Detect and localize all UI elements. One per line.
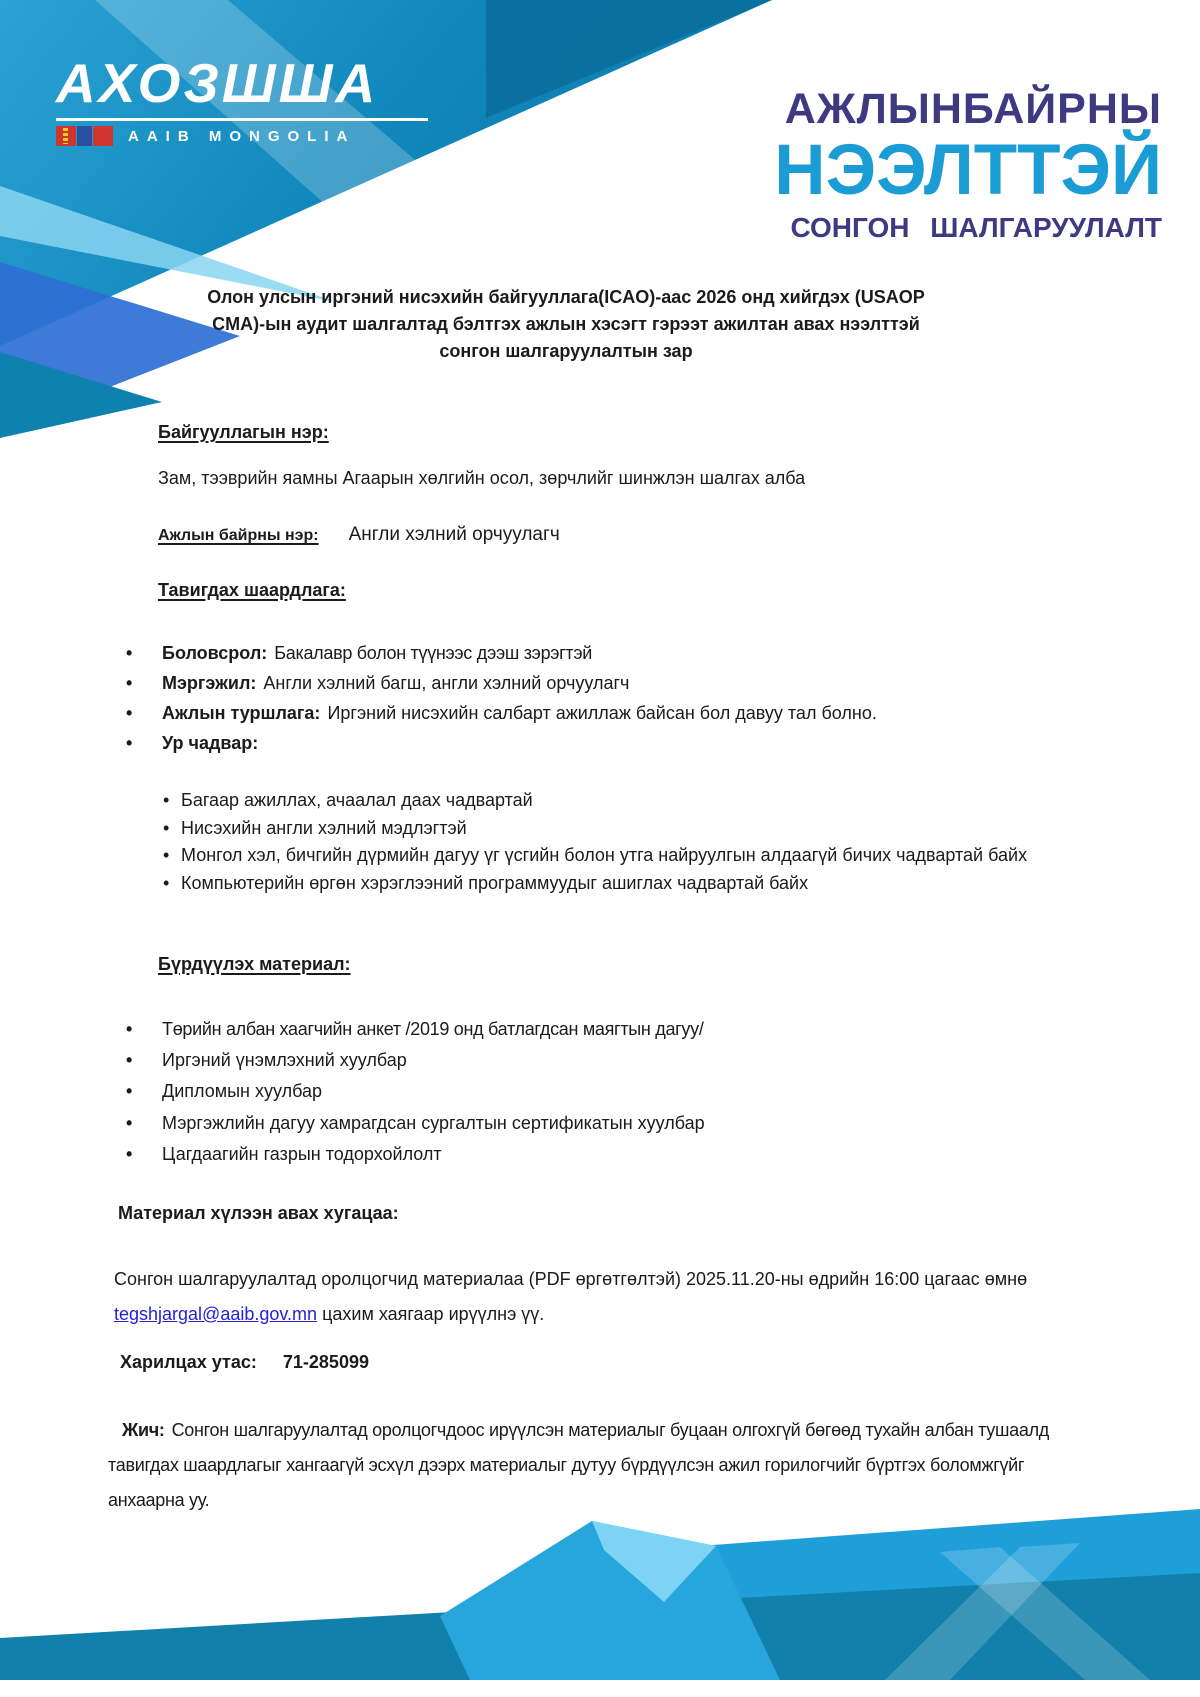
list-item — [126, 1076, 1106, 1107]
brand-wordmark: АХОЗШША — [56, 52, 379, 114]
org-name-heading: Байгууллагын нэр: — [158, 422, 329, 442]
requirement-label: Ур чадвар: — [162, 733, 259, 753]
list-item — [126, 1045, 1106, 1076]
logo — [56, 52, 428, 146]
job-title-heading: Ажлын байрны нэр: — [158, 527, 319, 544]
material-text: Дипломын хуулбар — [162, 1081, 322, 1102]
material-text: Цагдаагийн газрын тодорхойлолт — [162, 1143, 442, 1164]
phone-number: 71-285099 — [282, 1352, 369, 1372]
material-text: Мэргэжлийн дагуу хамрагдсан сургалтын сертификатын хуулбар — [162, 1112, 705, 1133]
materials-list — [126, 1014, 1106, 1170]
list-item — [126, 668, 1106, 698]
list-item — [163, 815, 1055, 843]
phone-label: Харилцах утас: — [120, 1352, 257, 1372]
intro-paragraph: Олон улсын иргэний нисэхийн байгууллага(ICAO)-аас 2026 онд хийгдэх (USAOP CMA)-ын аудит шалгалтад бэлтгэх ажлын хэсэгт гэрээт ажилтан авах нээлттэй сонгон шалгаруулалтын зар — [207, 287, 925, 361]
job-title-row — [158, 524, 560, 546]
list-item — [163, 870, 1055, 898]
list-item — [126, 1014, 1106, 1045]
deadline-text-post: цахим хаягаар ирүүлнэ үү. — [317, 1304, 545, 1324]
deadline-heading: Материал хүлээн авах хугацаа: — [118, 1203, 399, 1223]
job-title-value: Англи хэлний орчуулагч — [348, 524, 560, 545]
masthead-line3: СОНГОН ШАЛГАРУУЛАЛТ — [790, 212, 1162, 243]
list-item — [126, 638, 1106, 668]
list-item — [163, 787, 1055, 815]
contact-phone-row — [120, 1352, 369, 1373]
deadline-paragraph — [114, 1262, 1056, 1332]
note-label: Жич: — [122, 1420, 165, 1440]
masthead — [774, 84, 1162, 246]
note-text: Сонгон шалгаруулалтад оролцогчдоос ирүүлсэн материалыг буцаан олгохгүй бөгөөд тухайн албан тушаалд тавигдах шаардлагыг хангаагүй эсхүл дээрх материалыг дутуу бүрдүүлсэн ажил горилогчийг бүртгэх боломжгүйг анхаарна уу. — [108, 1420, 1049, 1510]
note-paragraph — [108, 1413, 1104, 1518]
requirement-text: Англи хэлний багш, англи хэлний орчуулагч — [263, 673, 630, 693]
requirement-label: Ажлын туршлага: — [162, 703, 321, 723]
skill-text: Компьютерийн өргөн хэрэглээний программуудыг ашиглах чадвартай байх — [181, 872, 809, 893]
materials-heading: Бүрдүүлэх материал: — [158, 954, 351, 974]
requirements-heading: Тавигдах шаардлага: — [158, 580, 346, 600]
requirement-text: Бакалавр болон түүнээс дээш зэрэгтэй — [274, 643, 593, 663]
skill-text: Багаар ажиллах, ачаалал даах чадвартай — [181, 790, 533, 810]
requirements-list — [126, 638, 1106, 758]
masthead-line2: НЭЭЛТТЭЙ — [774, 131, 1162, 210]
list-item — [126, 1108, 1106, 1139]
material-text: Иргэний үнэмлэхний хуулбар — [162, 1050, 407, 1071]
skill-text: Нисэхийн англи хэлний мэдлэгтэй — [181, 817, 467, 838]
requirement-text: Иргэний нисэхийн салбарт ажиллаж байсан бол давуу тал болно. — [327, 703, 877, 723]
requirement-label: Мэргэжил: — [162, 673, 257, 693]
soyombo-icon — [63, 128, 68, 144]
list-item — [163, 842, 1055, 870]
list-item — [126, 1139, 1106, 1170]
logo-subtitle: AAIB MONGOLIA — [128, 127, 356, 145]
skill-text: Монгол хэл, бичгийн дүрмийн дагуу үг үсгийн болон утга найруулгын алдаагүй бичих чадвартай байх — [181, 845, 1028, 865]
email-link[interactable]: tegshjargal@aaib.gov.mn — [114, 1304, 318, 1324]
masthead-line1: АЖЛЫНБАЙРНЫ — [784, 85, 1162, 133]
deadline-text-pre: Сонгон шалгаруулалтад оролцогчид материалаа (PDF өргөтгөлтэй) 2025.11.20-ны өдрийн 16:00 цагаас өмнө — [114, 1269, 1028, 1289]
requirement-label: Боловсрол: — [162, 643, 268, 663]
skills-list — [163, 787, 1055, 897]
list-item — [126, 698, 1106, 728]
org-name-value: Зам, тээврийн яамны Агаарын хөлгийн осол, зөрчлийг шинжлэн шалгах алба — [158, 468, 806, 488]
list-item — [126, 728, 1106, 758]
mongolia-flag-icon — [56, 126, 114, 146]
material-text: Төрийн албан хаагчийн анкет /2019 онд батлагдсан маягтын дагуу/ — [162, 1019, 704, 1039]
brand-underline — [56, 118, 428, 121]
